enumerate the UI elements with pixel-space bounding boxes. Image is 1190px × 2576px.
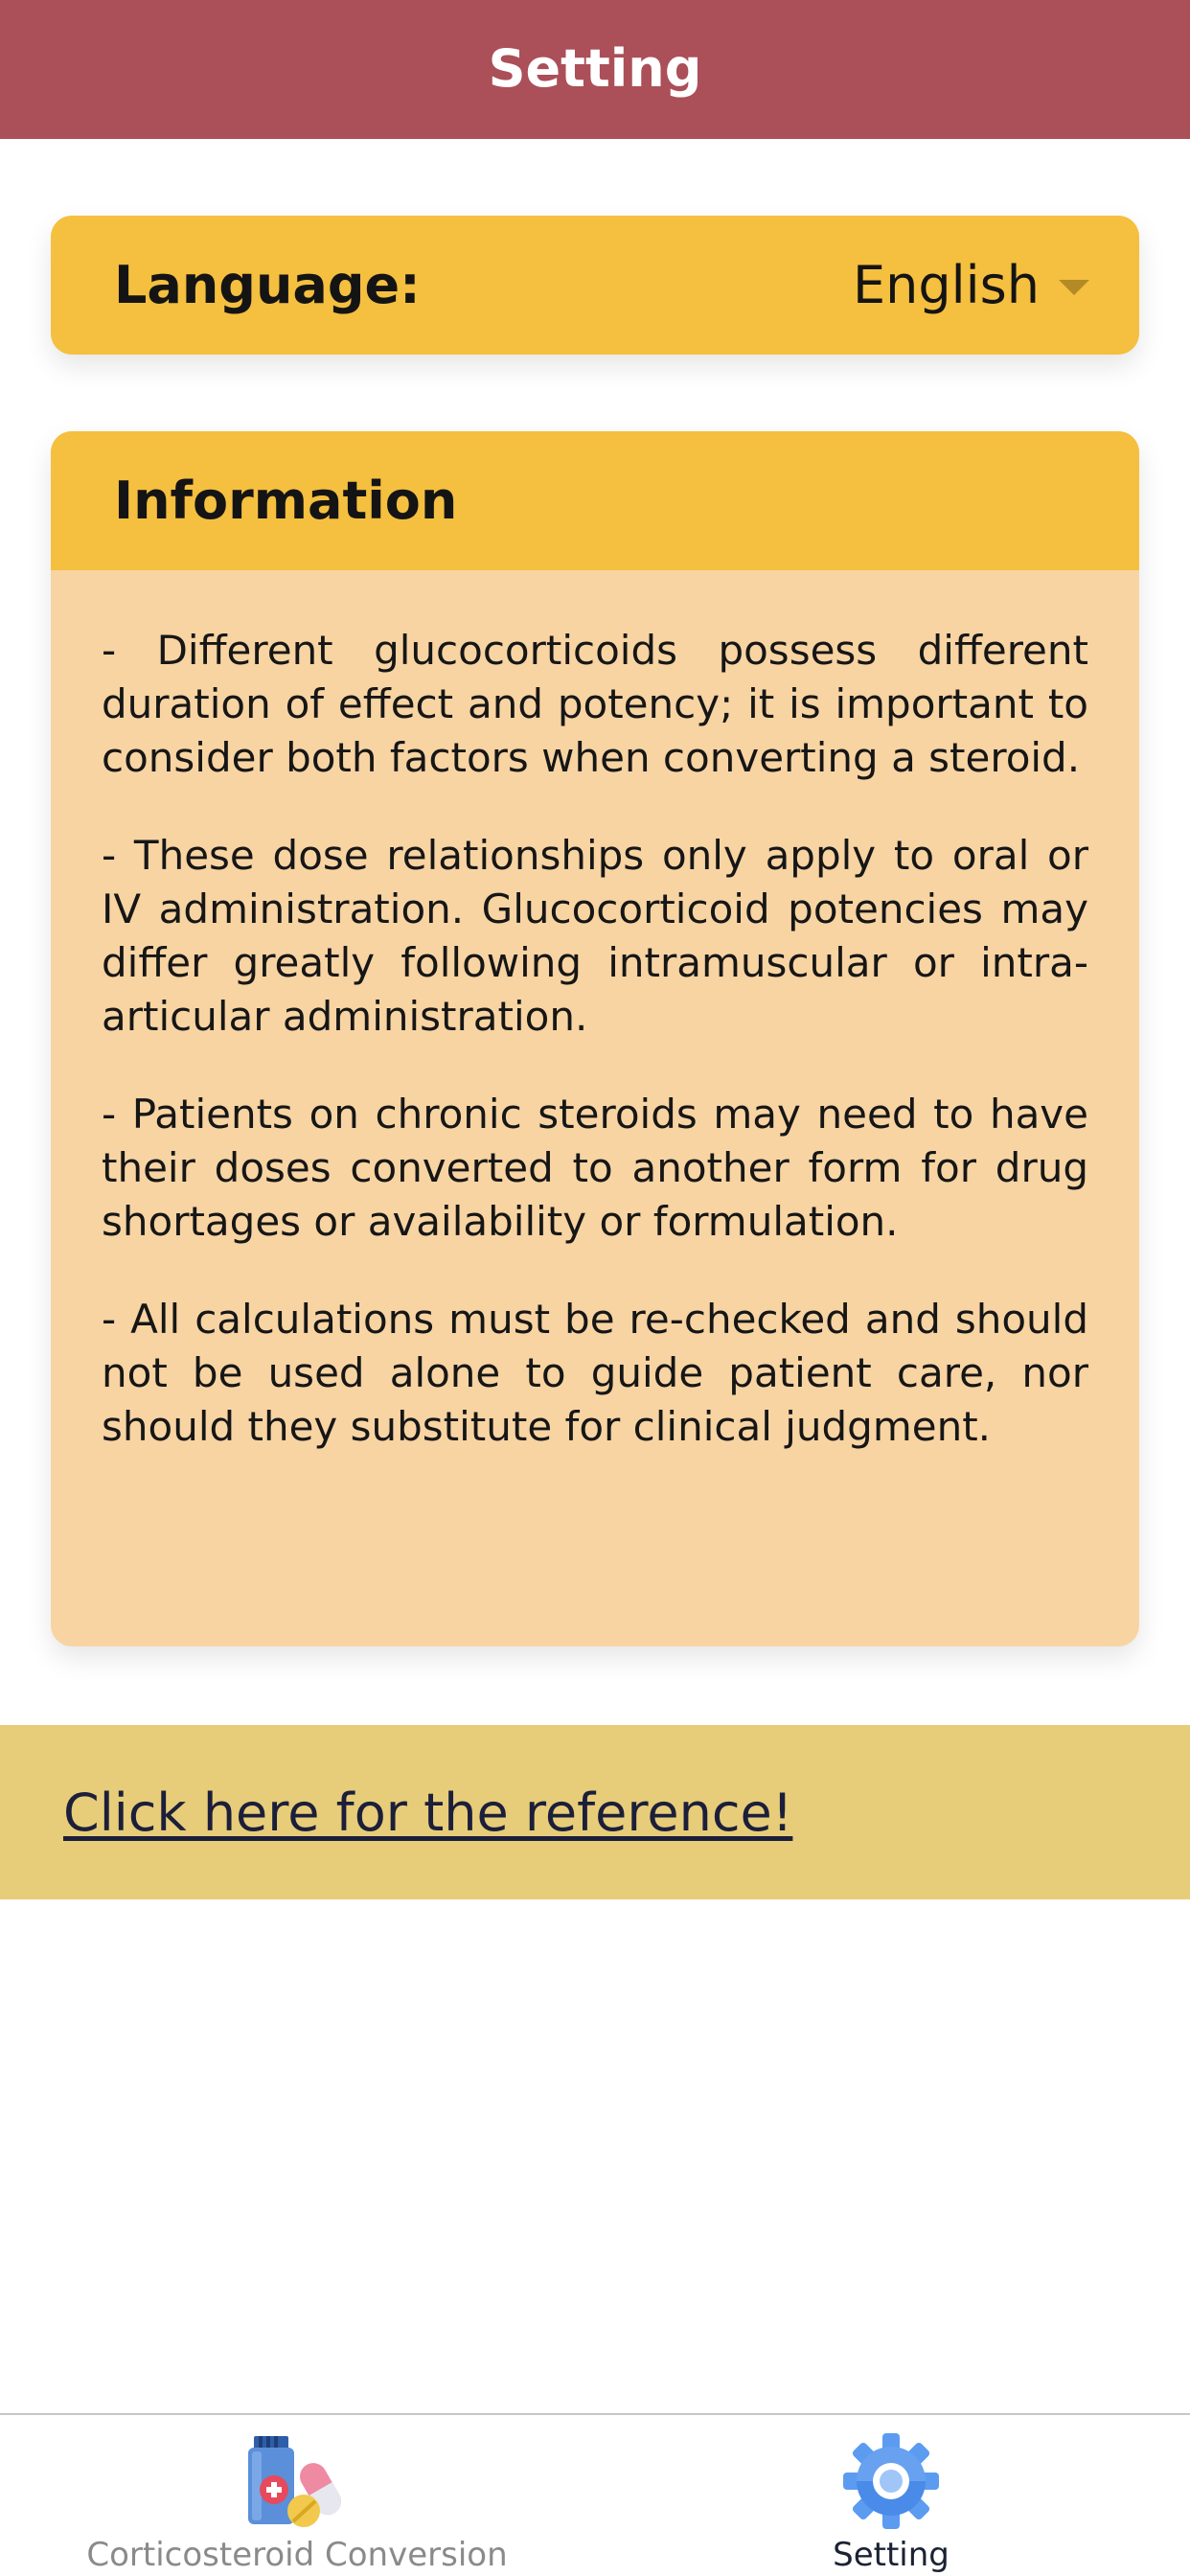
information-paragraph: - All calculations must be re-checked and should not be used alone to guide patient care, nor should they substitute for clinical judgment. [102,1296,1088,1450]
language-card [51,216,1139,355]
tab-label[interactable]: Setting [833,2536,950,2574]
gear-icon[interactable] [840,2432,942,2530]
tab-label[interactable]: Corticosteroid Conversion [86,2536,508,2574]
medicine-icon[interactable] [246,2432,348,2530]
information-paragraph: - Patients on chronic steroids may need to have their doses converted to another form for drug shortages or availability or formulation. [102,1091,1088,1245]
information-card [51,431,1139,1646]
language-selected-value[interactable]: English [853,255,1040,315]
tab-bar [0,2413,1190,2576]
page-title: Setting [488,38,702,99]
information-title: Information [114,471,458,531]
information-paragraph: - Different glucocorticoids possess different duration of effect and potency; it is important to consider both factors when converting a steroid. [102,627,1088,781]
information-paragraph: - These dose relationships only apply to oral or IV administration. Glucocorticoid potencies may differ greatly following intramuscular or intra-articular administration. [102,832,1088,1040]
caret-down-icon[interactable] [1059,280,1089,295]
language-label: Language: [114,255,421,315]
nav-bar [0,0,1190,139]
reference-link[interactable]: Click here for the reference! [63,1782,793,1843]
information-body [51,570,1139,1454]
information-header [51,431,1139,570]
tab-setting[interactable] [747,2415,1035,2576]
reference-banner [0,1725,1190,1899]
tab-corticosteroid-conversion[interactable] [57,2415,537,2576]
language-dropdown[interactable] [853,255,1089,315]
